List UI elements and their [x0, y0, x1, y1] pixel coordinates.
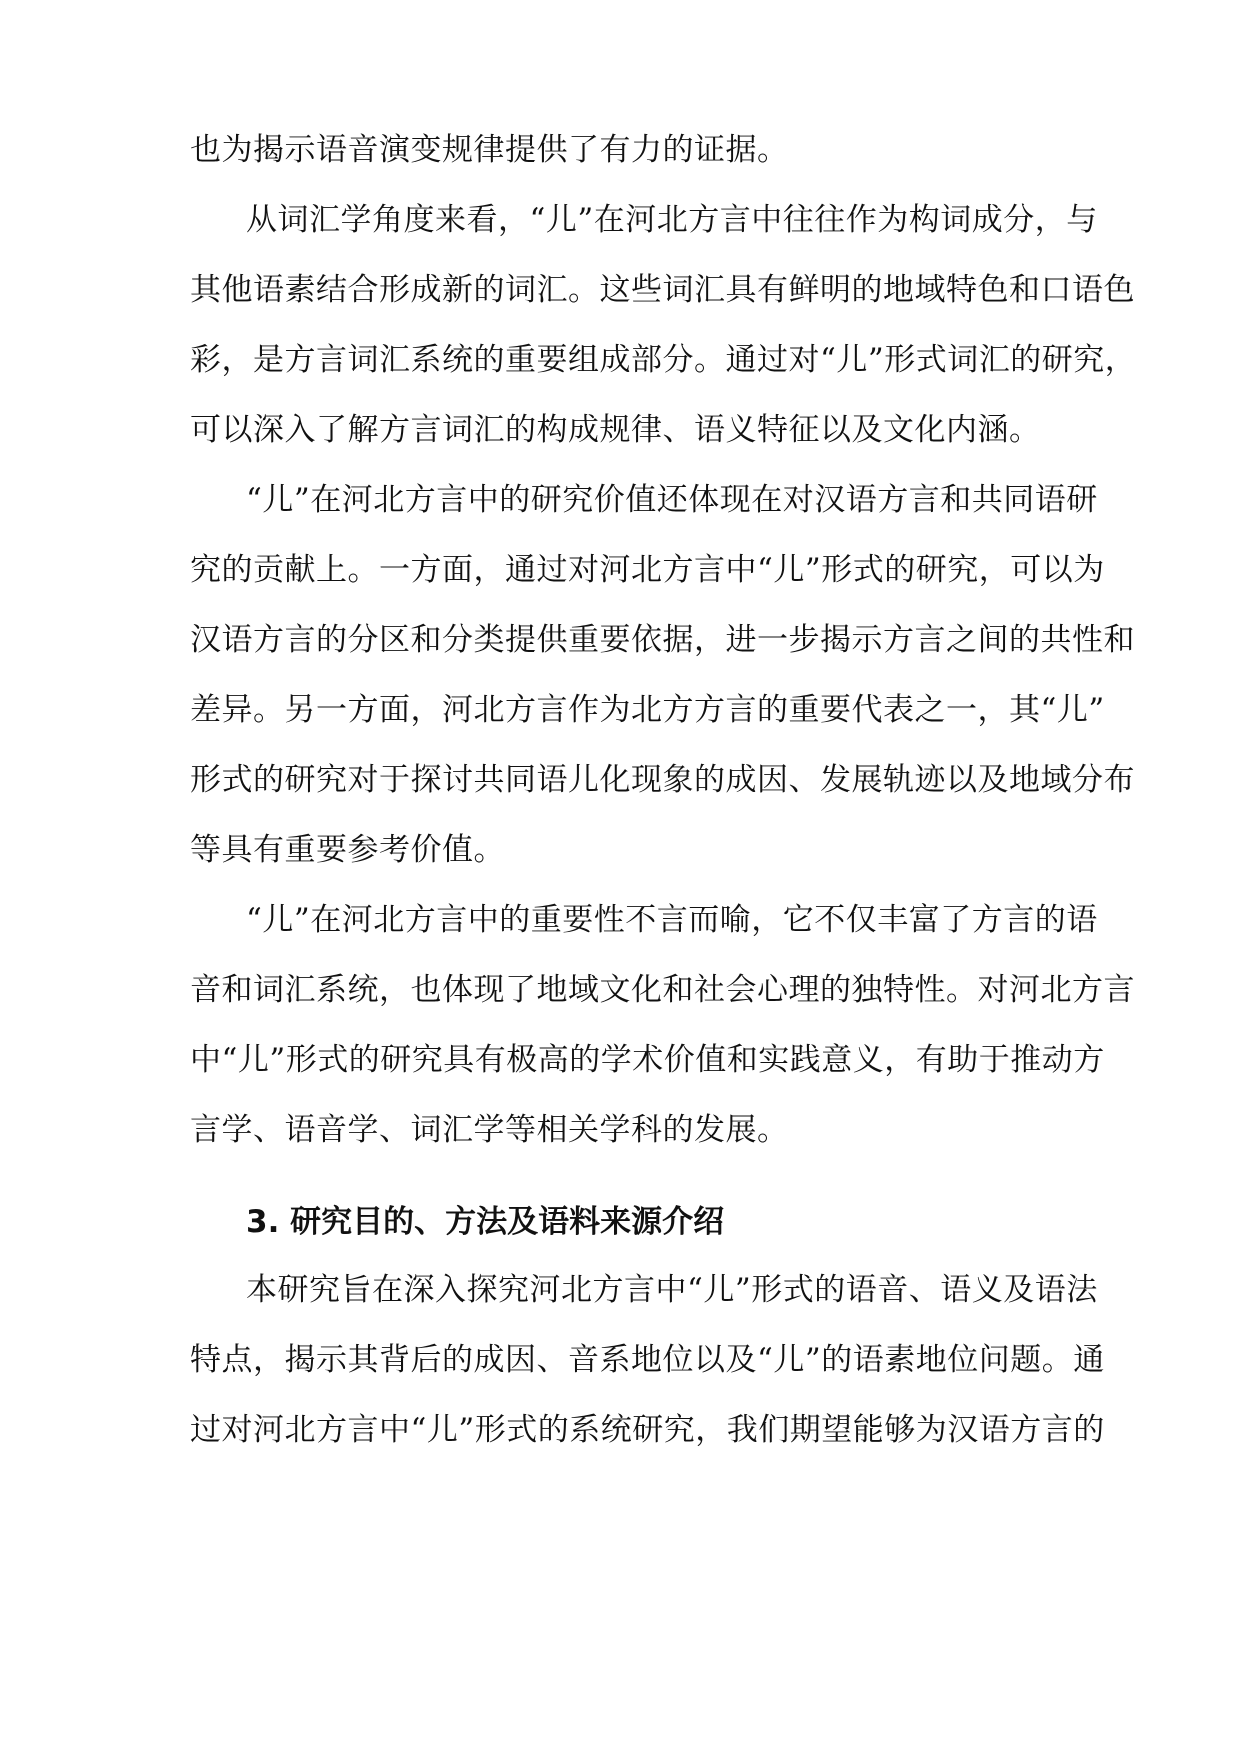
paragraph-line: “儿”在河北方言中的重要性不言而喻，它不仅丰富了方言的语 [246, 902, 1098, 938]
paragraph-line: 过对河北方言中“儿”形式的系统研究，我们期望能够为汉语方言的 [190, 1412, 1105, 1448]
paragraph-line: 言学、语音学、词汇学等相关学科的发展。 [190, 1112, 789, 1148]
paragraph-line: 彩，是方言词汇系统的重要组成部分。通过对“儿”形式词汇的研究， [190, 342, 1137, 378]
paragraph-line: 音和词汇系统，也体现了地域文化和社会心理的独特性。对河北方言 [190, 972, 1135, 1008]
paragraph-line: 汉语方言的分区和分类提供重要依据，进一步揭示方言之间的共性和 [190, 622, 1135, 658]
paragraph-line: 究的贡献上。一方面，通过对河北方言中“儿”形式的研究，可以为 [190, 552, 1105, 588]
paragraph-line: 也为揭示语音演变规律提供了有力的证据。 [190, 132, 789, 168]
paragraph-line: 中“儿”形式的研究具有极高的学术价值和实践意义，有助于推动方 [190, 1042, 1105, 1078]
section-heading: 3. 研究目的、方法及语料来源介绍 [246, 1204, 725, 1240]
paragraph-line: 差异。另一方面，河北方言作为北方方言的重要代表之一，其“儿” [190, 692, 1105, 728]
paragraph-line: 其他语素结合形成新的词汇。这些词汇具有鲜明的地域特色和口语色 [190, 272, 1135, 308]
paragraph-line: 本研究旨在深入探究河北方言中“儿”形式的语音、语义及语法 [246, 1272, 1098, 1308]
paragraph-line: 从词汇学角度来看，“儿”在河北方言中往往作为构词成分，与 [246, 202, 1098, 238]
paragraph-line: 形式的研究对于探讨共同语儿化现象的成因、发展轨迹以及地域分布 [190, 762, 1135, 798]
paragraph-line: 可以深入了解方言词汇的构成规律、语义特征以及文化内涵。 [190, 412, 1041, 448]
paragraph-line: 特点，揭示其背后的成因、音系地位以及“儿”的语素地位问题。通 [190, 1342, 1105, 1378]
paragraph-line: 等具有重要参考价值。 [190, 832, 505, 868]
paragraph-line: “儿”在河北方言中的研究价值还体现在对汉语方言和共同语研 [246, 482, 1098, 518]
